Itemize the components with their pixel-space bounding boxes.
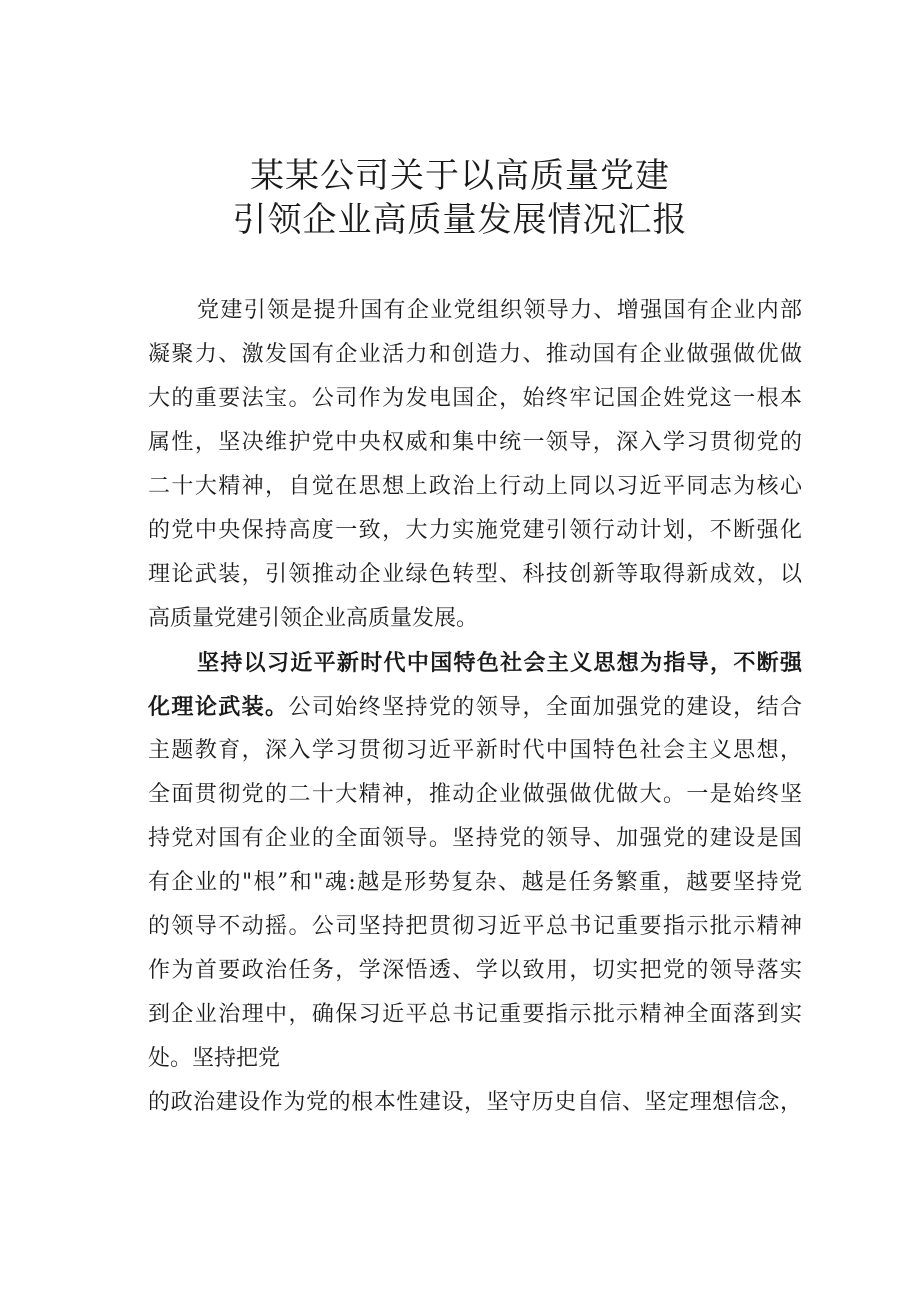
paragraph-1-line-3: 大的重要法宝。公司作为发电国企，始终牢记国企姓党这一根本 (148, 386, 802, 411)
paragraph-1-line-8: 高质量党建引领企业高质量发展。 (148, 606, 479, 631)
paragraph-2-line-9: 到企业治理中，确保习近平总书记重要指示批示精神全面落到实 (148, 1002, 802, 1027)
paragraph-2-heading-line-1: 坚持以习近平新时代中国特色社会主义思想为指导，不断强 (197, 650, 802, 676)
paragraph-2-line-2 (148, 687, 802, 727)
paragraph-1-line-4: 属性，坚决维护党中央权威和集中统一领导，深入学习贯彻党的 (148, 430, 802, 455)
paragraph-2-line-10: 处。坚持把党 (148, 1046, 281, 1071)
document-title-line-2: 引领企业高质量发展情况汇报 (232, 200, 688, 240)
paragraph-2-line-5: 持党对国有企业的全面领导。坚持党的领导、加强党的建设是国 (148, 826, 802, 851)
paragraph-1-line-2: 凝聚力、激发国有企业活力和创造力、推动国有企业做强做优做 (148, 342, 802, 367)
paragraph-2-line-2-text: 公司始终坚持党的领导，全面加强党的建设，结合 (288, 695, 802, 720)
paragraph-2-line-4: 全面贯彻党的二十大精神，推动企业做强做优做大。一是始终坚 (148, 782, 802, 807)
paragraph-2-heading-line-2: 化理论武装。 (148, 694, 289, 720)
paragraph-1-line-5: 二十大精神，自觉在思想上政治上行动上同以习近平同志为核心 (148, 474, 802, 499)
paragraph-2-line-3: 主题教育，深入学习贯彻习近平新时代中国特色社会主义思想， (148, 738, 802, 763)
paragraph-2-line-6: 有企业的"根”和"魂:越是形势复杂、越是任务繁重，越要坚持党 (148, 870, 802, 895)
document-title-line-1: 某某公司关于以高质量党建 (250, 156, 670, 196)
paragraph-1-line-6: 的党中央保持高度一致，大力实施党建引领行动计划，不断强化 (148, 518, 802, 543)
paragraph-2-line-8: 作为首要政治任务，学深悟透、学以致用，切实把党的领导落实 (148, 958, 802, 983)
paragraph-2-line-7: 的领导不动摇。公司坚持把贯彻习近平总书记重要指示批示精神 (148, 914, 802, 939)
paragraph-1-line-7: 理论武装，引领推动企业绿色转型、科技创新等取得新成效，以 (148, 562, 802, 587)
paragraph-3-line-1: 的政治建设作为党的根本性建设，坚守历史自信、坚定理想信念， (148, 1090, 802, 1115)
paragraph-1-line-1: 党建引领是提升国有企业党组织领导力、增强国有企业内部 (197, 298, 802, 323)
